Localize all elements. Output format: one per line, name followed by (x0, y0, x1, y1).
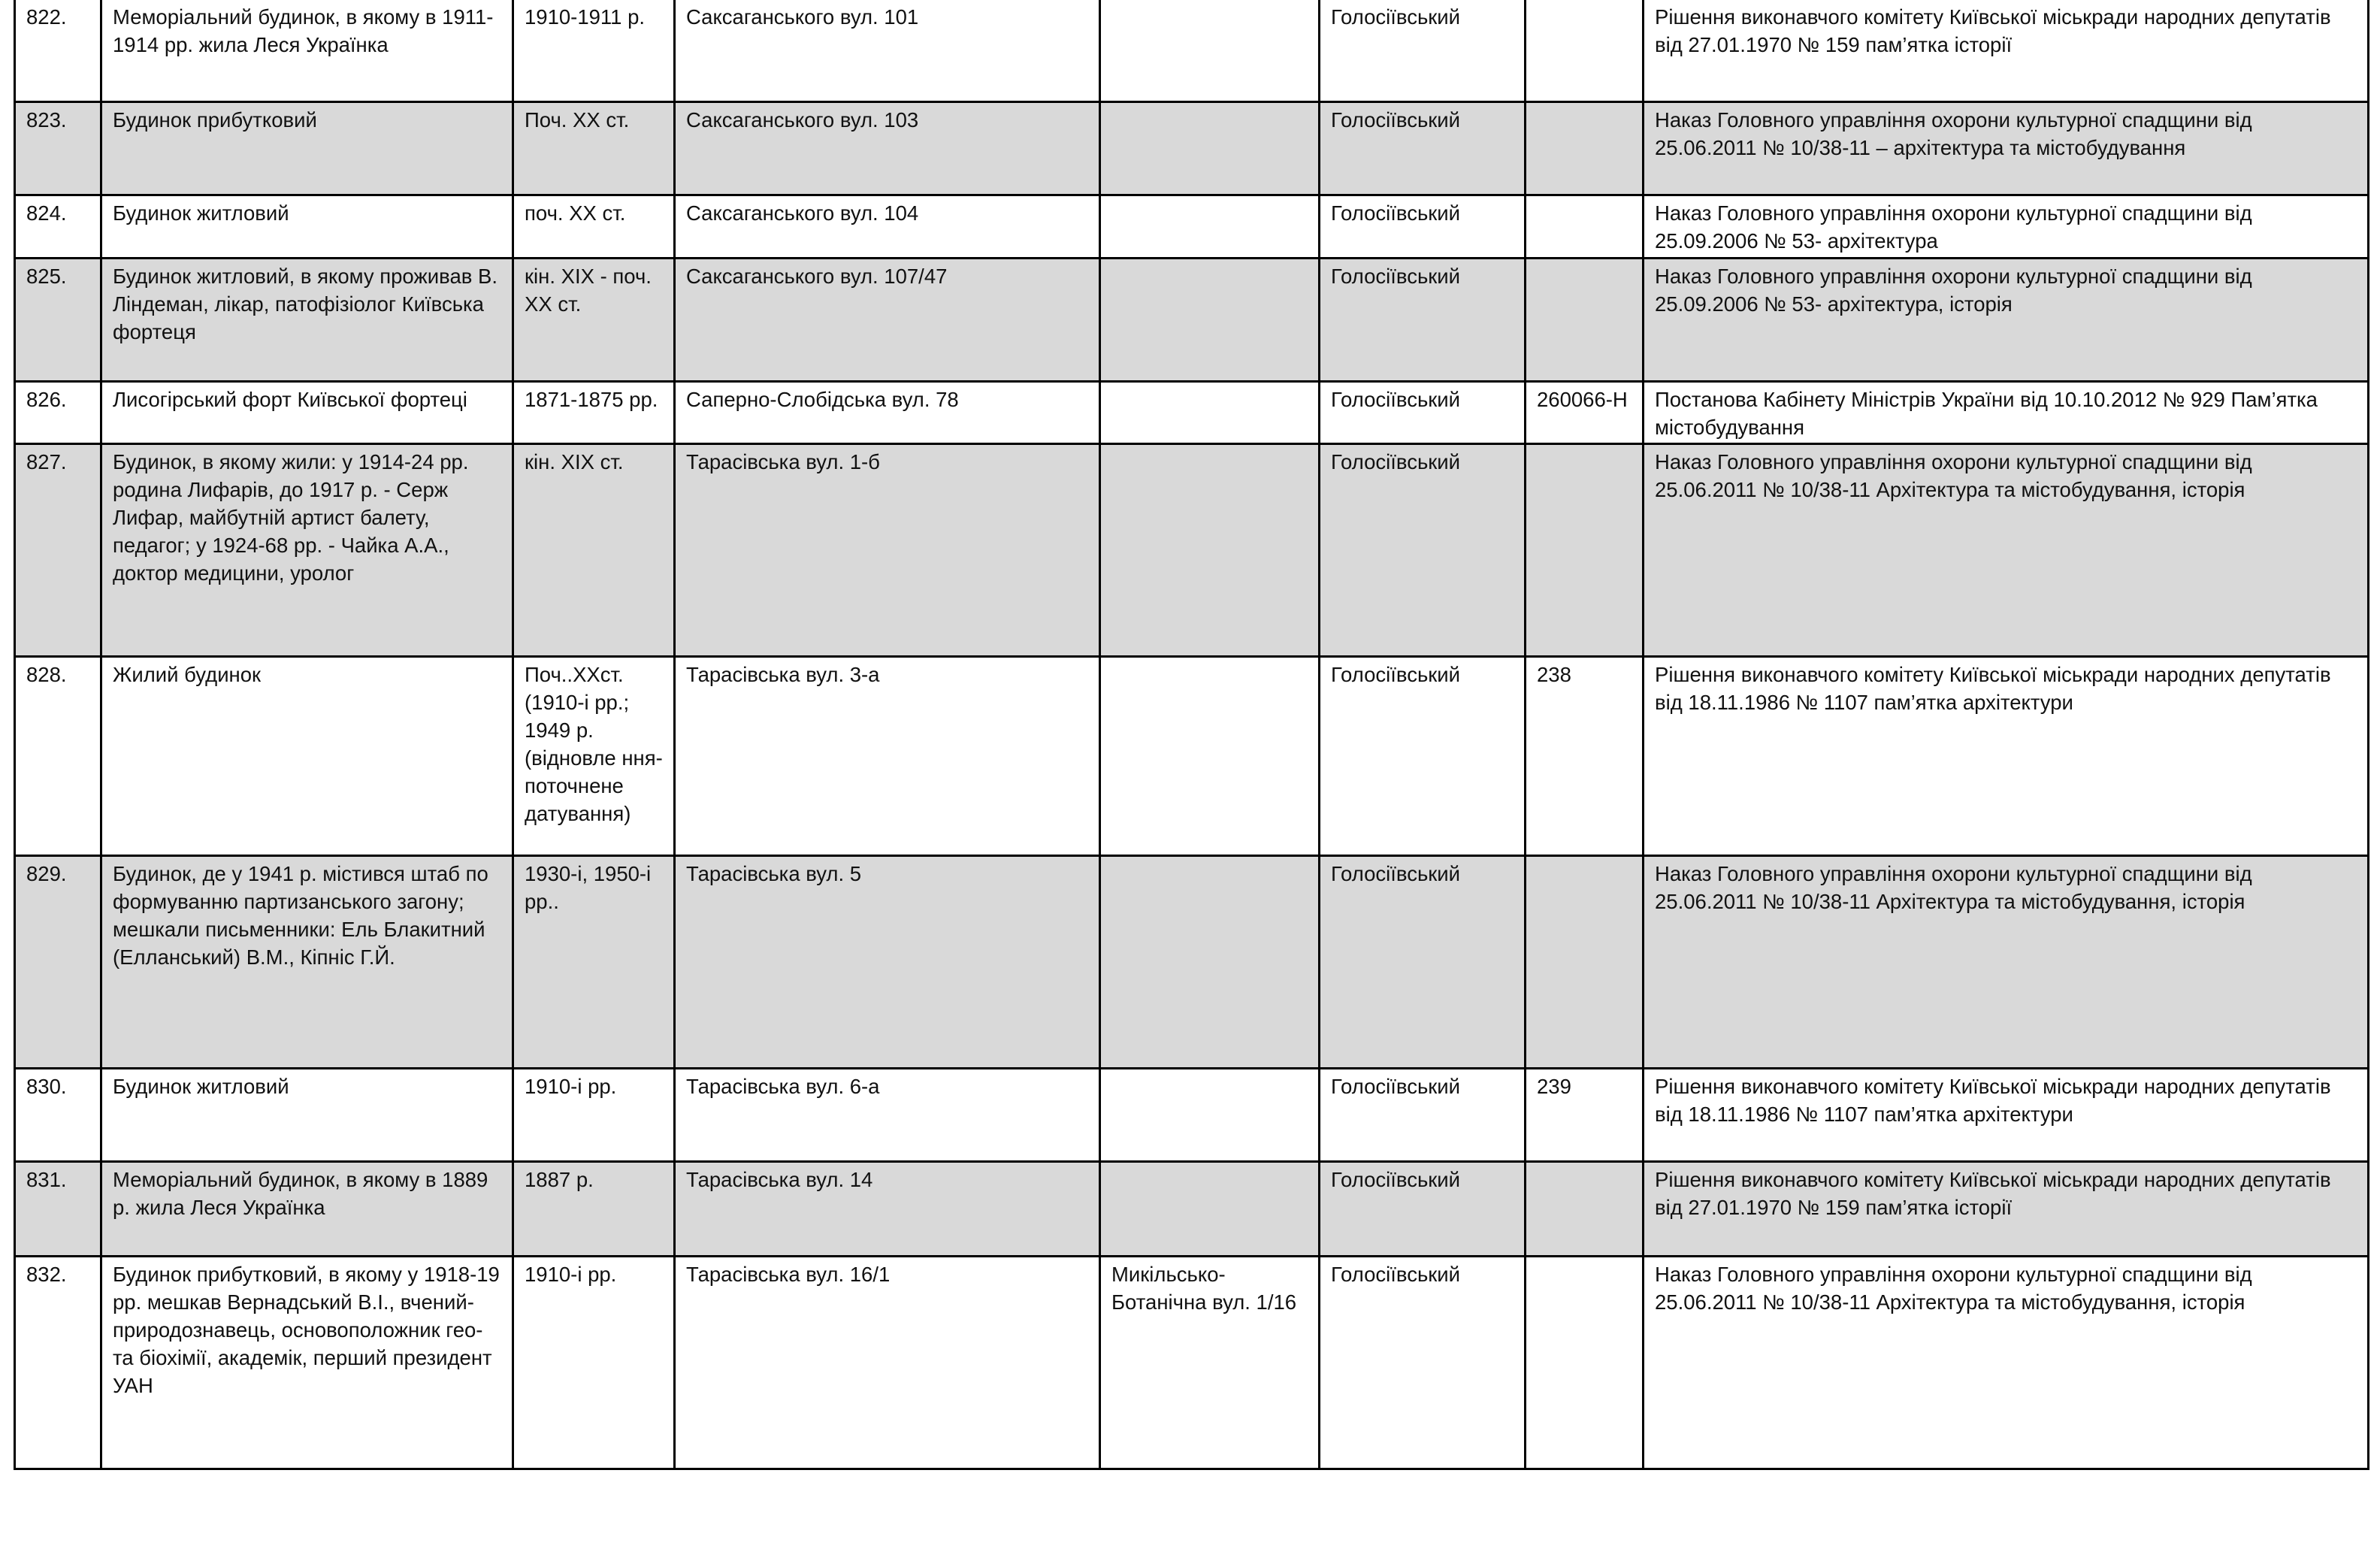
row-number-cell: 827. (15, 443, 101, 656)
dating-cell: Поч..ХХст. (1910-і рр.; 1949 р.(відновле ння- поточнене датування) (513, 656, 675, 855)
district-cell: Голосіївський (1320, 258, 1526, 381)
protection-code-cell (1526, 855, 1644, 1068)
protection-code-cell: 239 (1526, 1068, 1644, 1161)
dating-cell: кін. ХІХ ст. (513, 443, 675, 656)
table-row (15, 101, 2369, 195)
protection-code-cell (1526, 195, 1644, 258)
alt-address-cell (1100, 258, 1320, 381)
district-cell: Голосіївський (1320, 0, 1526, 101)
protection-code-cell (1526, 1256, 1644, 1469)
decree-cell: Рішення виконавчого комітету Київської міськради народних депутатів від 18.11.1986 № 1107 пам’ятка архітектури (1644, 656, 2369, 855)
alt-address-cell (1100, 101, 1320, 195)
row-number-cell: 824. (15, 195, 101, 258)
registry-body (15, 0, 2369, 1469)
object-name-cell: Жилий будинок (101, 656, 513, 855)
decree-cell: Рішення виконавчого комітету Київської міськради народних депутатів від 27.01.1970 № 159 пам’ятка історії (1644, 1161, 2369, 1256)
district-cell: Голосіївський (1320, 443, 1526, 656)
dating-cell: 1910-і рр. (513, 1068, 675, 1161)
dating-cell: 1887 р. (513, 1161, 675, 1256)
table-row (15, 1161, 2369, 1256)
row-number-cell: 828. (15, 656, 101, 855)
alt-address-cell (1100, 443, 1320, 656)
district-cell: Голосіївський (1320, 855, 1526, 1068)
protection-code-cell: 238 (1526, 656, 1644, 855)
address-cell: Тарасівська вул. 1-б (675, 443, 1100, 656)
decree-cell: Наказ Головного управління охорони культурної спадщини від 25.06.2011 № 10/38-11 – архітектура та містобудування (1644, 101, 2369, 195)
decree-cell: Рішення виконавчого комітету Київської міськради народних депутатів від 18.11.1986 № 1107 пам’ятка архітектури (1644, 1068, 2369, 1161)
table-row (15, 195, 2369, 258)
dating-cell: Поч. ХХ ст. (513, 101, 675, 195)
object-name-cell: Будинок житловий, в якому проживав В. Ліндеман, лікар, патофізіолог Київська фортеця (101, 258, 513, 381)
alt-address-cell (1100, 195, 1320, 258)
district-cell: Голосіївський (1320, 1161, 1526, 1256)
protection-code-cell (1526, 443, 1644, 656)
alt-address-cell (1100, 381, 1320, 443)
decree-cell: Наказ Головного управління охорони культурної спадщини від 25.09.2006 № 53- архітектура, історія (1644, 258, 2369, 381)
object-name-cell: Будинок, в якому жили: у 1914-24 рр. родина Лифарів, до 1917 р. - Серж Лифар, майбутній артист балету, педагог; у 1924-68 рр. - Чайка А.А., доктор медицини, уролог (101, 443, 513, 656)
object-name-cell: Будинок житловий (101, 1068, 513, 1161)
address-cell: Саперно-Слобідська вул. 78 (675, 381, 1100, 443)
row-number-cell: 829. (15, 855, 101, 1068)
address-cell: Саксаганського вул. 107/47 (675, 258, 1100, 381)
dating-cell: 1910-і рр. (513, 1256, 675, 1469)
protection-code-cell (1526, 1161, 1644, 1256)
address-cell: Саксаганського вул. 103 (675, 101, 1100, 195)
district-cell: Голосіївський (1320, 656, 1526, 855)
address-cell: Тарасівська вул. 16/1 (675, 1256, 1100, 1469)
alt-address-cell (1100, 0, 1320, 101)
address-cell: Тарасівська вул. 5 (675, 855, 1100, 1068)
table-row (15, 443, 2369, 656)
table-row (15, 258, 2369, 381)
decree-cell: Рішення виконавчого комітету Київської міськради народних депутатів від 27.01.1970 № 159 пам’ятка історії (1644, 0, 2369, 101)
decree-cell: Наказ Головного управління охорони культурної спадщини від 25.09.2006 № 53- архітектура (1644, 195, 2369, 258)
protection-code-cell: 260066-Н (1526, 381, 1644, 443)
alt-address-cell: Микільсько-Ботанічна вул. 1/16 (1100, 1256, 1320, 1469)
alt-address-cell (1100, 1068, 1320, 1161)
table-row (15, 1068, 2369, 1161)
object-name-cell: Меморіальний будинок, в якому в 1911-1914 рр. жила Леся Українка (101, 0, 513, 101)
object-name-cell: Лисогірський форт Київської фортеці (101, 381, 513, 443)
district-cell: Голосіївський (1320, 195, 1526, 258)
row-number-cell: 822. (15, 0, 101, 101)
alt-address-cell (1100, 855, 1320, 1068)
decree-cell: Наказ Головного управління охорони культурної спадщини від 25.06.2011 № 10/38-11 Архітектура та містобудування, історія (1644, 1256, 2369, 1469)
protection-code-cell (1526, 0, 1644, 101)
dating-cell: поч. ХХ ст. (513, 195, 675, 258)
protection-code-cell (1526, 101, 1644, 195)
dating-cell: 1910-1911 р. (513, 0, 675, 101)
row-number-cell: 831. (15, 1161, 101, 1256)
alt-address-cell (1100, 656, 1320, 855)
decree-cell: Постанова Кабінету Міністрів України від 10.10.2012 № 929 Пам’ятка містобудування (1644, 381, 2369, 443)
district-cell: Голосіївський (1320, 101, 1526, 195)
dating-cell: кін. ХІХ - поч. ХХ ст. (513, 258, 675, 381)
decree-cell: Наказ Головного управління охорони культурної спадщини від 25.06.2011 № 10/38-11 Архітектура та містобудування, історія (1644, 443, 2369, 656)
district-cell: Голосіївський (1320, 381, 1526, 443)
dating-cell: 1930-і, 1950-і рр.. (513, 855, 675, 1068)
address-cell: Тарасівська вул. 14 (675, 1161, 1100, 1256)
decree-cell: Наказ Головного управління охорони культурної спадщини від 25.06.2011 № 10/38-11 Архітектура та містобудування, історія (1644, 855, 2369, 1068)
row-number-cell: 826. (15, 381, 101, 443)
address-cell: Тарасівська вул. 6-а (675, 1068, 1100, 1161)
district-cell: Голосіївський (1320, 1068, 1526, 1161)
heritage-registry-table (14, 0, 2369, 1470)
address-cell: Тарасівська вул. 3-а (675, 656, 1100, 855)
object-name-cell: Будинок житловий (101, 195, 513, 258)
row-number-cell: 830. (15, 1068, 101, 1161)
table-row (15, 0, 2369, 101)
dating-cell: 1871-1875 рр. (513, 381, 675, 443)
row-number-cell: 832. (15, 1256, 101, 1469)
table-row (15, 381, 2369, 443)
object-name-cell: Меморіальний будинок, в якому в 1889 р. жила Леся Українка (101, 1161, 513, 1256)
table-row (15, 1256, 2369, 1469)
address-cell: Саксаганського вул. 101 (675, 0, 1100, 101)
district-cell: Голосіївський (1320, 1256, 1526, 1469)
object-name-cell: Будинок прибутковий (101, 101, 513, 195)
row-number-cell: 825. (15, 258, 101, 381)
object-name-cell: Будинок, де у 1941 р. містився штаб по формуванню партизанського загону; мешкали письменники: Ель Блакитний (Елланський) В.М., Кіпніс Г.Й. (101, 855, 513, 1068)
address-cell: Саксаганського вул. 104 (675, 195, 1100, 258)
alt-address-cell (1100, 1161, 1320, 1256)
table-row (15, 855, 2369, 1068)
table-row (15, 656, 2369, 855)
protection-code-cell (1526, 258, 1644, 381)
object-name-cell: Будинок прибутковий, в якому у 1918-19 рр. мешкав Вернадський В.І., вчений-природознавець, основоположник гео- та біохімії, академік, перший президент УАН (101, 1256, 513, 1469)
row-number-cell: 823. (15, 101, 101, 195)
